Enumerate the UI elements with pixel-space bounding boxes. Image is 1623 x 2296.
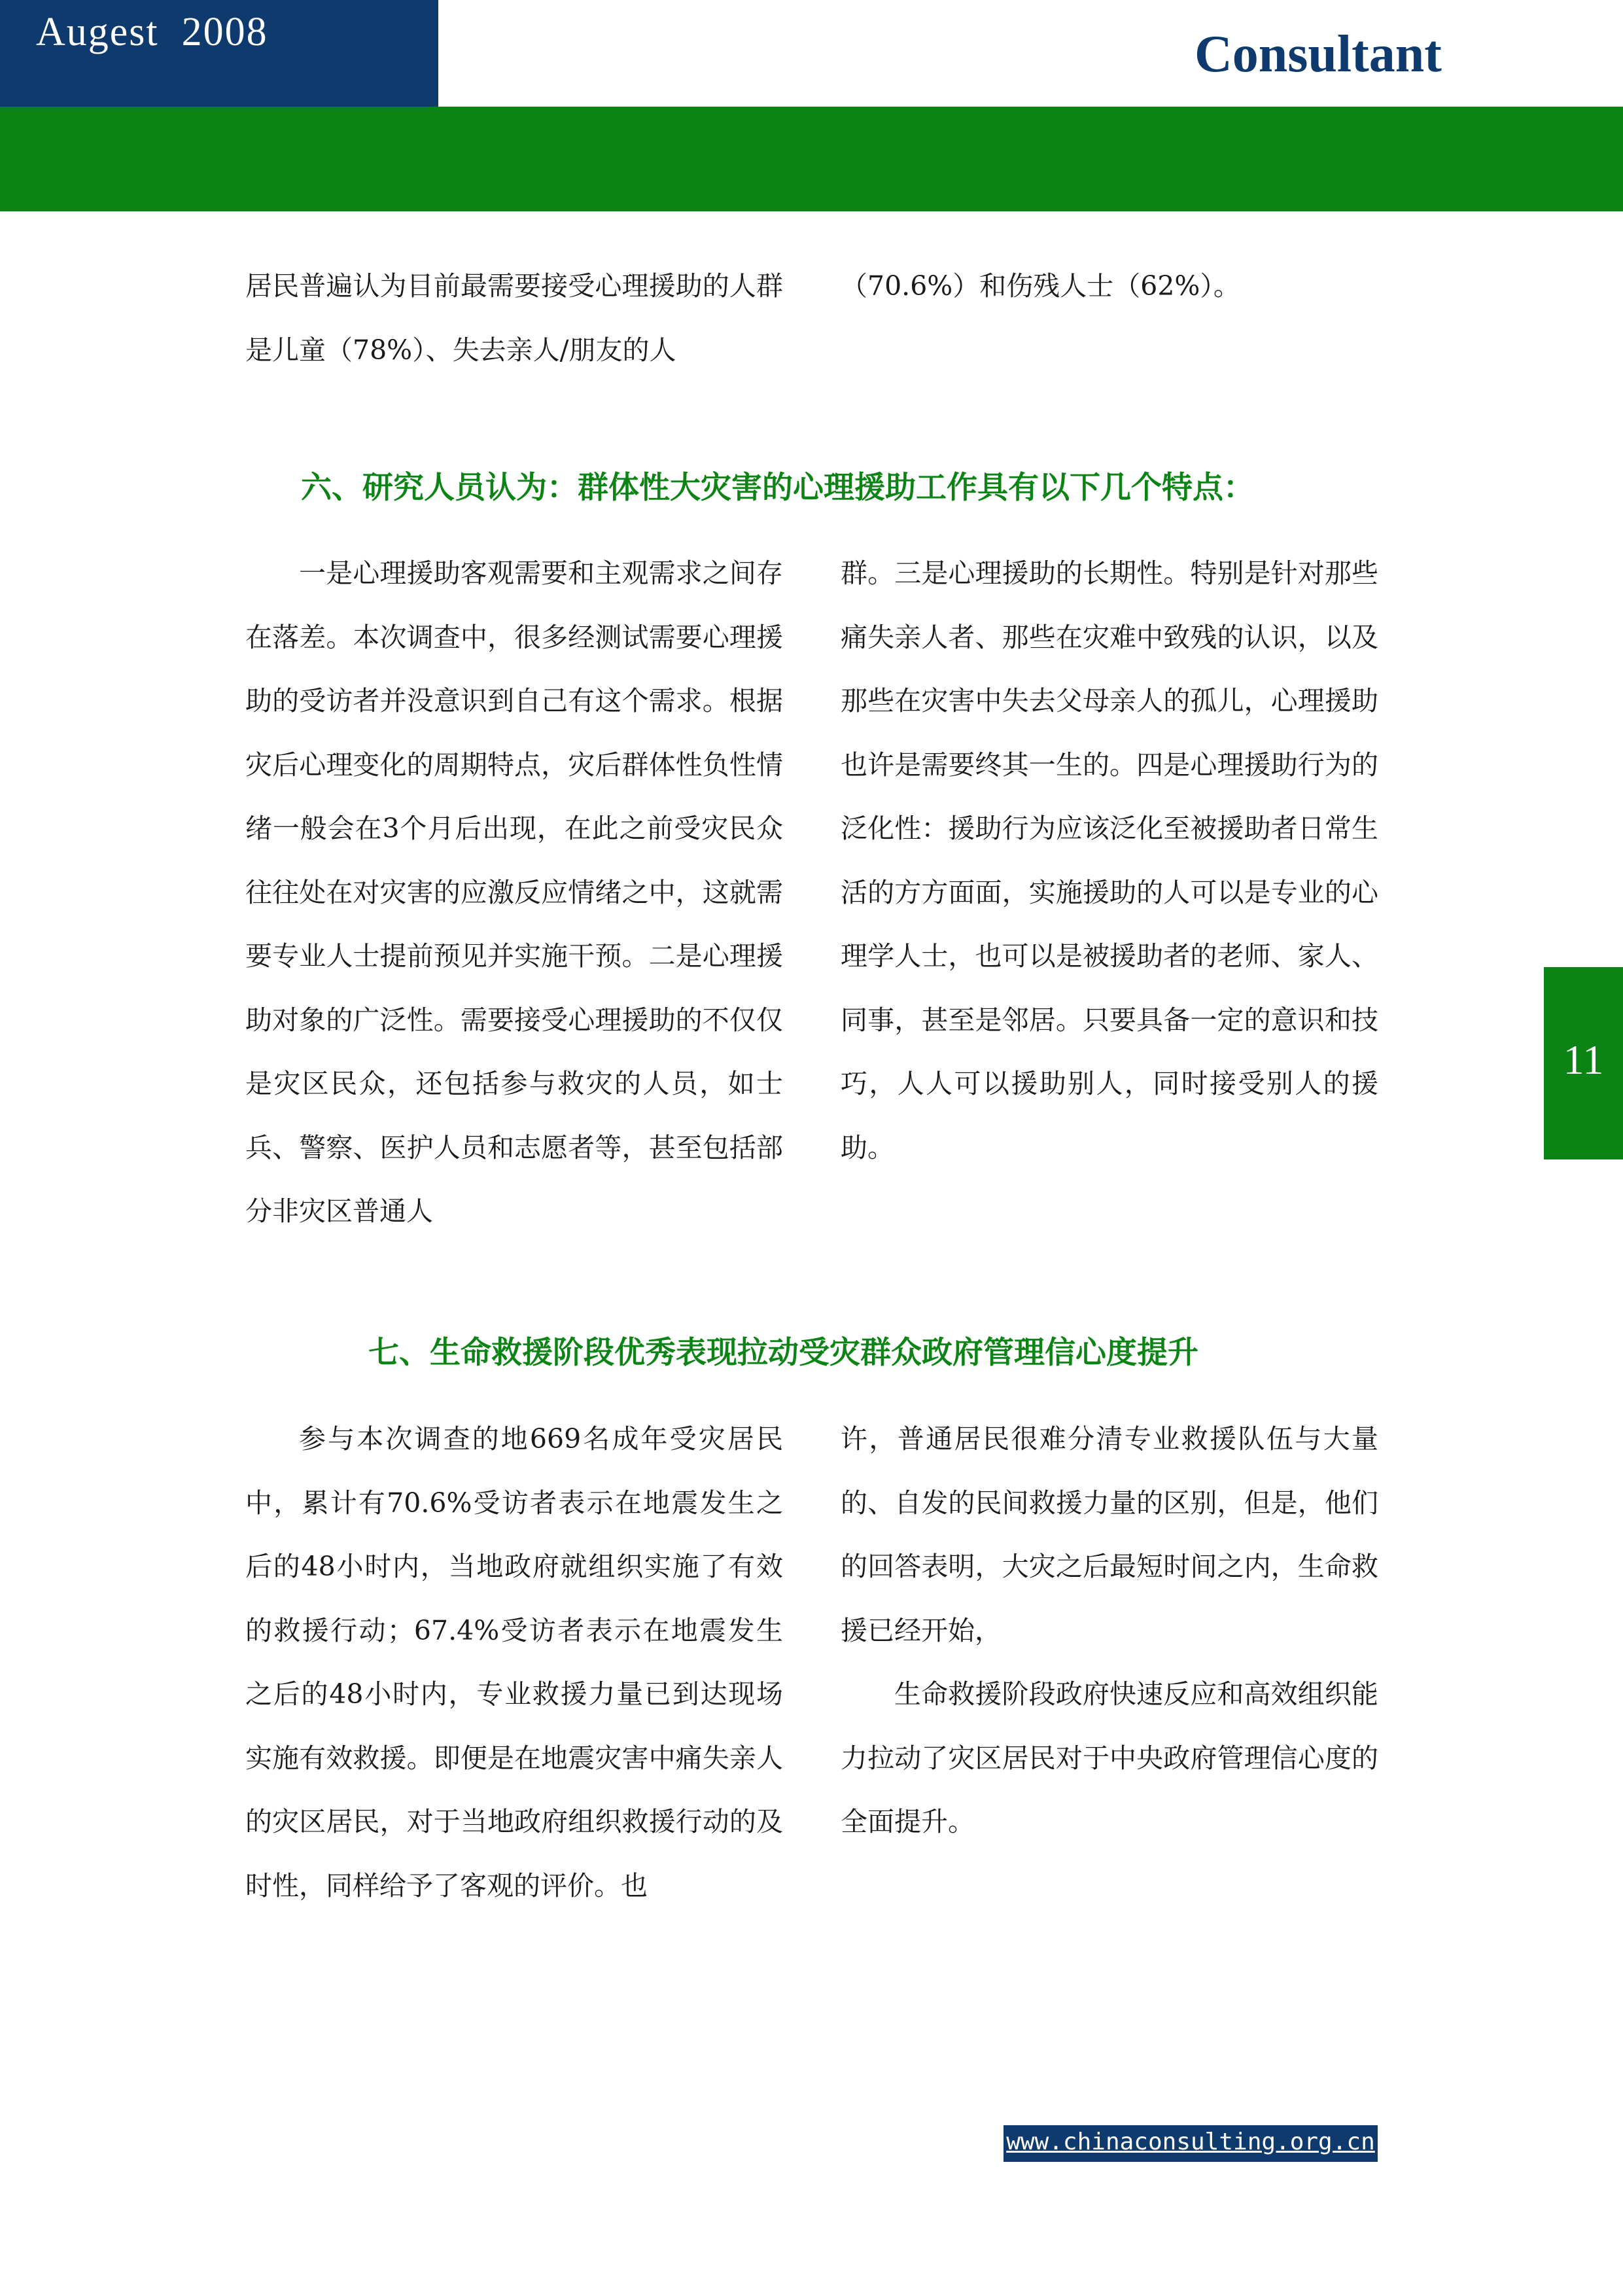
- intro-right-text: （70.6%）和伤残人士（62%）。: [841, 270, 1240, 302]
- intro-left-text: 居民普遍认为目前最需要接受心理援助的人群是儿童（78%）、失去亲人/朋友的人: [245, 270, 783, 366]
- issue-date: Augest 2008: [36, 10, 268, 54]
- header-date-block: [0, 0, 438, 107]
- page-number-tab: [1544, 967, 1623, 1159]
- section-7-left-text: 参与本次调查的地669名成年受灾居民中，累计有70.6%受访者表示在地震发生之后的48小时内，当地政府就组织实施了有效的救援行动；67.4%受访者表示在地震发生之后的48小时内，专业救援力量已到达现场实施有效救援。即便是在地震灾害中痛失亲人的灾区居民，对于当地政府组织救援行动的及时性，同样给予了客观的评价。也: [245, 1423, 783, 1901]
- section-7-right-text-1: 许，普通居民很难分清专业救援队伍与大量的、自发的民间救援力量的区别，但是，他们的回答表明，大灾之后最短时间之内，生命救援已经开始，: [841, 1423, 1378, 1646]
- section-7-heading: 七、生命救援阶段优秀表现拉动受灾群众政府管理信心度提升: [368, 1335, 1198, 1371]
- section-6-left-text: 一是心理援助客观需要和主观需求之间存在落差。本次调查中，很多经测试需要心理援助的受访者并没意识到自己有这个需求。根据灾后心理变化的周期特点，灾后群体性负性情绪一般会在3个月后出现，在此之前受灾民众往往处在对灾害的应激反应情绪之中，这就需要专业人士提前预见并实施干预。二是心理援助对象的广泛性。需要接受心理援助的不仅仅是灾区民众，还包括参与救灾的人员，如士兵、警察、医护人员和志愿者等，甚至包括部分非灾区普通人: [245, 557, 783, 1227]
- section-6-right-text: 群。三是心理援助的长期性。特别是针对那些痛失亲人者、那些在灾难中致残的认识，以及那些在灾害中失去父母亲人的孤儿，心理援助也许是需要终其一生的。四是心理援助行为的泛化性：援助行为应该泛化至被援助者日常生活的方方面面，实施援助的人可以是专业的心理学人士，也可以是被援助者的老师、家人、同事，甚至是邻居。只要具备一定的意识和技巧，人人可以援助别人，同时接受别人的援助。: [841, 557, 1378, 1163]
- page-number: 11: [1563, 1036, 1604, 1083]
- magazine-title: Consultant: [1195, 26, 1442, 83]
- header-band: [0, 107, 1623, 211]
- website-link[interactable]: www.chinaconsulting.org.cn: [1003, 2125, 1378, 2162]
- section-6-heading: 六、研究人员认为：群体性大灾害的心理援助工作具有以下几个特点：: [301, 470, 1254, 506]
- section-7-right-text-2: 生命救援阶段政府快速反应和高效组织能力拉动了灾区居民对于中央政府管理信心度的全面提升。: [841, 1678, 1378, 1837]
